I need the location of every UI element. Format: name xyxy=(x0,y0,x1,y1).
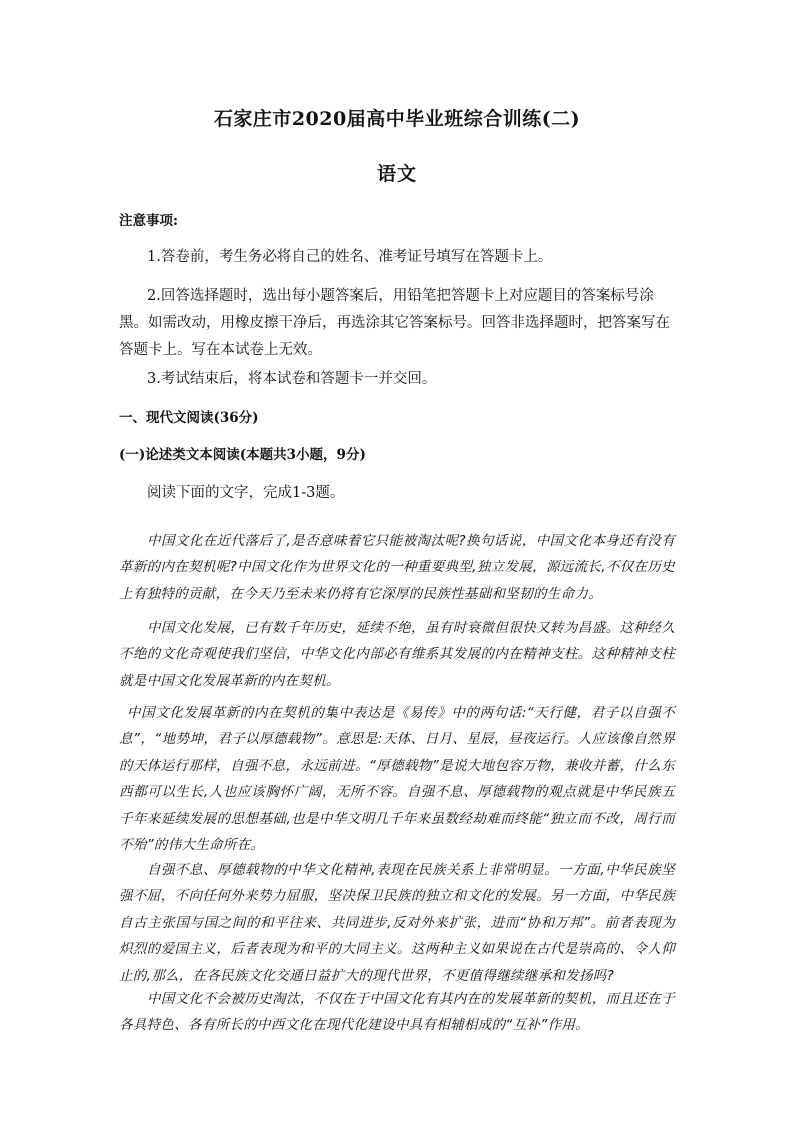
note-item: 1.答卷前，考生务必将自己的姓名、准考证号填写在答题卡上。 xyxy=(147,249,553,265)
passage-paragraph: 中国文化不会被历史淘汰，不仅在于中国文化有其内在的发展革新的契机，而且还在于各具特色、各有所长的中西文化在现代化建设中具有相辅相成的“互补”作用。 xyxy=(119,990,675,1033)
passage-paragraph: 自强不息、厚德载物的中华文化精神,表现在民族关系上非常明显。一方面,中华民族坚强不屈，不向任何外来势力屈服，坚决保卫民族的独立和文化的发展。另一方面，中华民族自古主张国与国之间的和平往来、共同进步,反对外来扩张，进而“协和万邦”。前者表现为炽烈的爱国主义，后者表现为和平的大同主义。这两种主义如果说在古代是崇高的、令人仰止的,那么，在各民族文化交通日益扩大的现代世界，不更值得继续继承和发扬吗? xyxy=(119,861,675,984)
note-item: 3.考试结束后，将本试卷和答题卡一并交回。 xyxy=(147,371,437,387)
subject-title: 语文 xyxy=(376,163,417,185)
reading-instruction: 阅读下面的文字，完成1-3题。 xyxy=(147,485,345,501)
exam-title: 石家庄市2020届高中毕业班综合训练(二) xyxy=(213,108,581,130)
passage-paragraph: 中国文化在近代落后了,是否意味着它只能被淘汰呢?换句话说，中国文化本身还有没有革新的内在契机呢?中国文化作为世界文化的一种重要典型,独立发展，源远流长,不仅在历史上有独特的贡献，在今天乃至未来仍将有它深厚的民族性基础和坚韧的生命力。 xyxy=(119,532,675,602)
passage-paragraph: 中国文化发展革新的内在契机的集中表达是《易传》中的两句话:“天行健，君子以自强不息”，“地势坤，君子以厚德载物”。意思是:天体、日月、星辰，昼夜运行。人应该像自然界的天体运行那样，自强不息，永远前进。“厚德载物”是说大地包容万物，兼收并蓄，什么东西都可以生长,人也应该胸怀广阔，无所不容。自强不息、厚德载物的观点就是中华民族五千年来延续发展的思想基础,也是中华文明几千年来虽数经劫难而终能“独立而不改，周行而不殆”的伟大生命所在。 xyxy=(119,704,675,853)
notes-heading: 注意事项: xyxy=(119,213,178,229)
subsection-heading: (一)论述类文本阅读(本题共3小题，9分) xyxy=(119,447,366,463)
passage-paragraph: 中国文化发展，已有数千年历史，延续不绝，虽有时衰微但很快又转为昌盛。这种经久不绝的文化奇观使我们坚信，中华文化内部必有维系其发展的内在精神支柱。这种精神支柱就是中国文化发展革新的内在契机。 xyxy=(119,619,675,689)
note-item: 2.回答选择题时，选出每小题答案后，用铅笔把答题卡上对应题目的答案标号涂黑。如需改动，用橡皮擦干净后，再选涂其它答案标号。回答非选择题时，把答案写在答题卡上。写在本试卷上无效。 xyxy=(119,288,670,358)
section-heading: 一、现代文阅读(36分) xyxy=(119,410,259,426)
